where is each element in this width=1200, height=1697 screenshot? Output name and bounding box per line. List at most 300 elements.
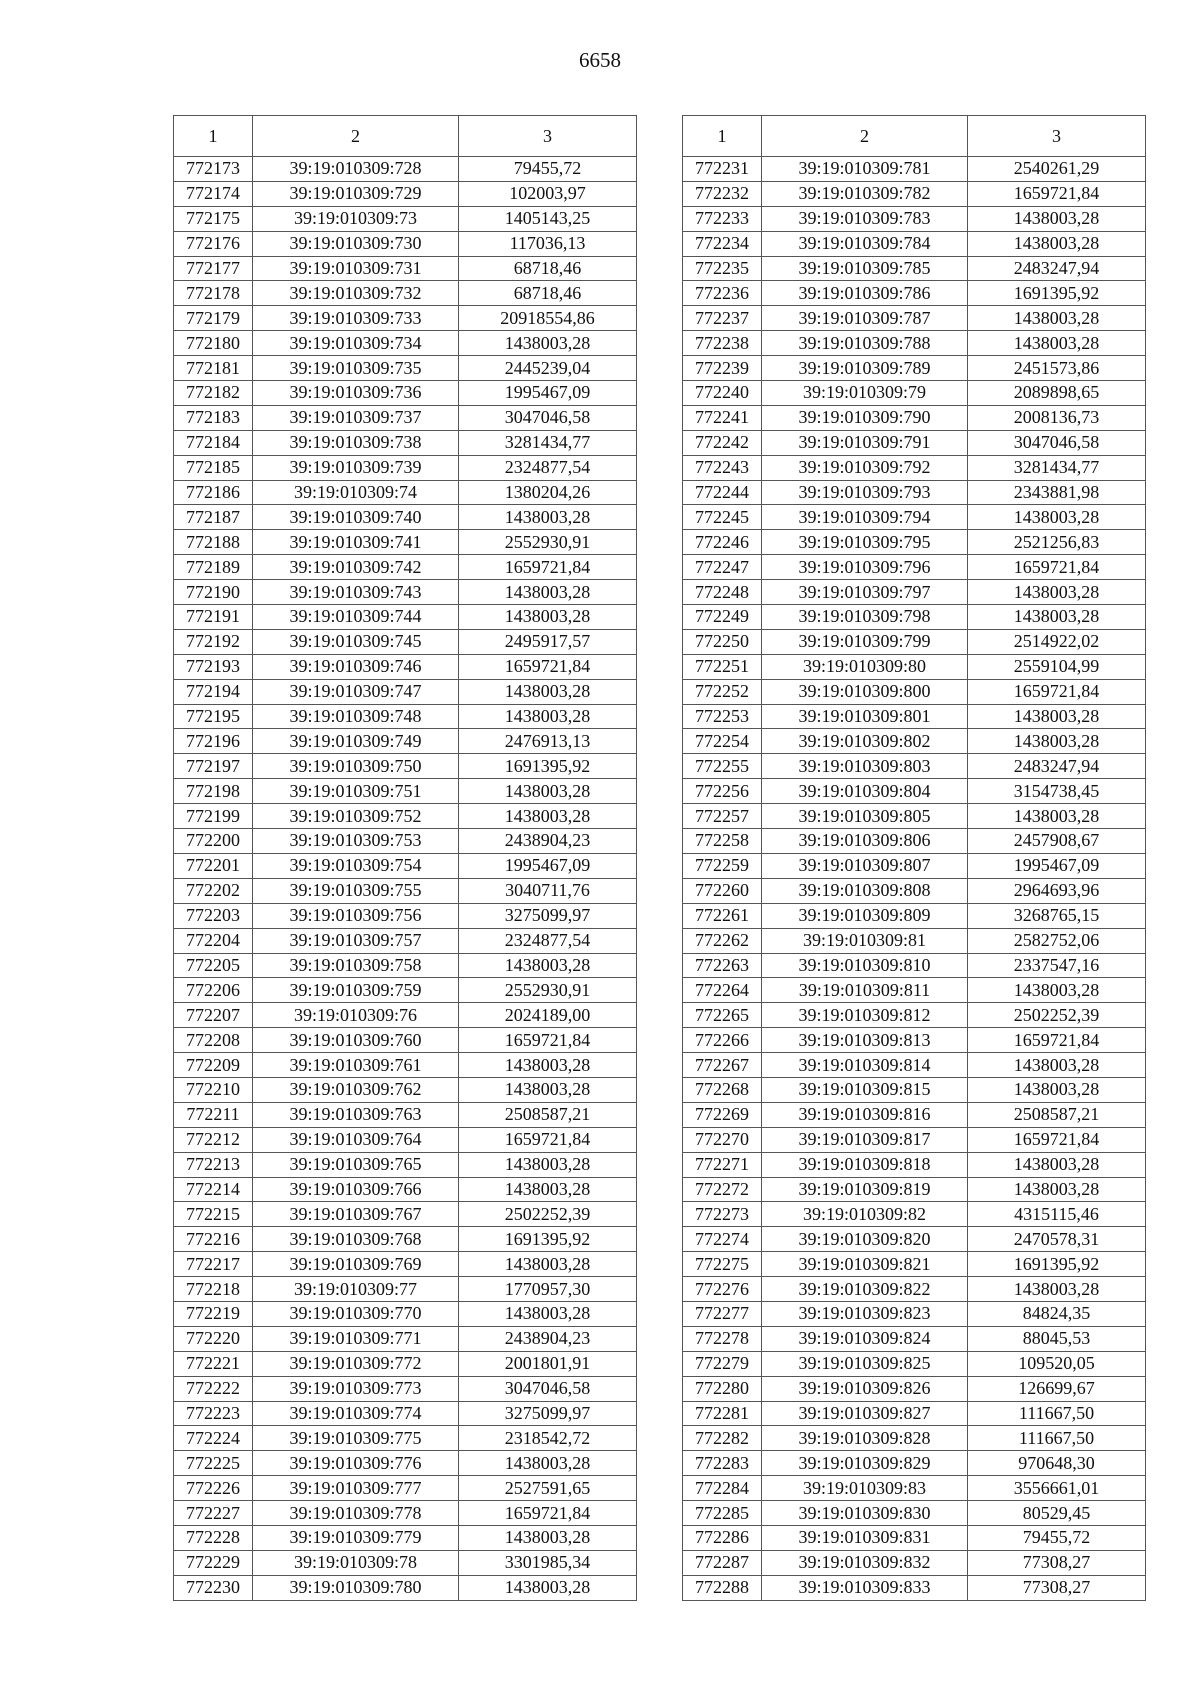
column-header-3: 3 — [459, 116, 637, 157]
value-cell: 3281434,77 — [968, 455, 1146, 480]
row-number-cell: 772174 — [174, 181, 253, 206]
value-cell: 1438003,28 — [968, 704, 1146, 729]
table-row — [174, 903, 637, 928]
row-number-cell: 772286 — [683, 1525, 762, 1550]
row-number-cell: 772183 — [174, 405, 253, 430]
value-cell: 970648,30 — [968, 1451, 1146, 1476]
cadastral-number-cell: 39:19:010309:828 — [762, 1426, 968, 1451]
column-header-3: 3 — [968, 116, 1146, 157]
cadastral-number-cell: 39:19:010309:752 — [253, 804, 459, 829]
cadastral-number-cell: 39:19:010309:796 — [762, 555, 968, 580]
value-cell: 3275099,97 — [459, 903, 637, 928]
value-cell: 1691395,92 — [459, 754, 637, 779]
value-cell: 3047046,58 — [968, 430, 1146, 455]
value-cell: 1438003,28 — [968, 1177, 1146, 1202]
table-row — [174, 853, 637, 878]
table-row — [683, 1102, 1146, 1127]
row-number-cell: 772262 — [683, 928, 762, 953]
row-number-cell: 772225 — [174, 1451, 253, 1476]
cadastral-number-cell: 39:19:010309:778 — [253, 1501, 459, 1526]
value-cell: 1438003,28 — [459, 1053, 637, 1078]
cadastral-number-cell: 39:19:010309:781 — [762, 157, 968, 182]
row-number-cell: 772220 — [174, 1326, 253, 1351]
table-row — [683, 1451, 1146, 1476]
cadastral-number-cell: 39:19:010309:730 — [253, 231, 459, 256]
cadastral-number-cell: 39:19:010309:791 — [762, 430, 968, 455]
table-row — [174, 1575, 637, 1600]
row-number-cell: 772231 — [683, 157, 762, 182]
table-row — [683, 1127, 1146, 1152]
value-cell: 1438003,28 — [968, 605, 1146, 630]
row-number-cell: 772176 — [174, 231, 253, 256]
table-row — [174, 306, 637, 331]
value-cell: 111667,50 — [968, 1401, 1146, 1426]
table-row — [174, 231, 637, 256]
table-row — [683, 679, 1146, 704]
cadastral-number-cell: 39:19:010309:754 — [253, 853, 459, 878]
row-number-cell: 772252 — [683, 679, 762, 704]
value-cell: 1405143,25 — [459, 206, 637, 231]
row-number-cell: 772242 — [683, 430, 762, 455]
value-cell: 2318542,72 — [459, 1426, 637, 1451]
row-number-cell: 772228 — [174, 1525, 253, 1550]
row-number-cell: 772207 — [174, 1003, 253, 1028]
value-cell: 3268765,15 — [968, 903, 1146, 928]
row-number-cell: 772285 — [683, 1501, 762, 1526]
table-row — [683, 928, 1146, 953]
table-row — [683, 1525, 1146, 1550]
row-number-cell: 772275 — [683, 1252, 762, 1277]
table-row — [174, 555, 637, 580]
table-row — [683, 206, 1146, 231]
cadastral-number-cell: 39:19:010309:804 — [762, 779, 968, 804]
row-number-cell: 772237 — [683, 306, 762, 331]
cadastral-number-cell: 39:19:010309:802 — [762, 729, 968, 754]
value-cell: 2438904,23 — [459, 829, 637, 854]
value-cell: 1659721,84 — [968, 555, 1146, 580]
cadastral-number-cell: 39:19:010309:757 — [253, 928, 459, 953]
table-row — [174, 704, 637, 729]
cadastral-number-cell: 39:19:010309:806 — [762, 829, 968, 854]
table-row — [174, 356, 637, 381]
table-row — [174, 1525, 637, 1550]
table-row — [683, 1177, 1146, 1202]
table-row — [683, 629, 1146, 654]
row-number-cell: 772265 — [683, 1003, 762, 1028]
cadastral-number-cell: 39:19:010309:753 — [253, 829, 459, 854]
value-cell: 1438003,28 — [459, 1451, 637, 1476]
row-number-cell: 772272 — [683, 1177, 762, 1202]
value-cell: 1659721,84 — [459, 654, 637, 679]
table-row — [174, 1351, 637, 1376]
value-cell: 1659721,84 — [968, 1028, 1146, 1053]
row-number-cell: 772250 — [683, 629, 762, 654]
value-cell: 2451573,86 — [968, 356, 1146, 381]
table-row — [683, 1053, 1146, 1078]
value-cell: 1691395,92 — [459, 1227, 637, 1252]
data-table-left — [173, 115, 637, 1601]
table-row — [174, 953, 637, 978]
value-cell: 2438904,23 — [459, 1326, 637, 1351]
row-number-cell: 772223 — [174, 1401, 253, 1426]
row-number-cell: 772178 — [174, 281, 253, 306]
row-number-cell: 772255 — [683, 754, 762, 779]
row-number-cell: 772205 — [174, 953, 253, 978]
table-row — [174, 679, 637, 704]
value-cell: 88045,53 — [968, 1326, 1146, 1351]
row-number-cell: 772246 — [683, 530, 762, 555]
value-cell: 126699,67 — [968, 1376, 1146, 1401]
table-row — [683, 1227, 1146, 1252]
cadastral-number-cell: 39:19:010309:831 — [762, 1525, 968, 1550]
value-cell: 2445239,04 — [459, 356, 637, 381]
cadastral-number-cell: 39:19:010309:829 — [762, 1451, 968, 1476]
value-cell: 3281434,77 — [459, 430, 637, 455]
value-cell: 1659721,84 — [968, 679, 1146, 704]
row-number-cell: 772240 — [683, 381, 762, 406]
value-cell: 3047046,58 — [459, 405, 637, 430]
value-cell: 102003,97 — [459, 181, 637, 206]
cadastral-number-cell: 39:19:010309:736 — [253, 381, 459, 406]
table-row — [683, 1401, 1146, 1426]
cadastral-number-cell: 39:19:010309:826 — [762, 1376, 968, 1401]
value-cell: 1438003,28 — [968, 580, 1146, 605]
row-number-cell: 772184 — [174, 430, 253, 455]
cadastral-number-cell: 39:19:010309:780 — [253, 1575, 459, 1600]
cadastral-number-cell: 39:19:010309:800 — [762, 679, 968, 704]
table-row — [174, 1003, 637, 1028]
row-number-cell: 772193 — [174, 654, 253, 679]
cadastral-number-cell: 39:19:010309:759 — [253, 978, 459, 1003]
table-row — [174, 1501, 637, 1526]
table-row — [683, 530, 1146, 555]
value-cell: 2483247,94 — [968, 754, 1146, 779]
cadastral-number-cell: 39:19:010309:737 — [253, 405, 459, 430]
value-cell: 1438003,28 — [968, 331, 1146, 356]
table-row — [683, 405, 1146, 430]
cadastral-number-cell: 39:19:010309:744 — [253, 605, 459, 630]
cadastral-number-cell: 39:19:010309:81 — [762, 928, 968, 953]
value-cell: 1438003,28 — [968, 505, 1146, 530]
cadastral-number-cell: 39:19:010309:78 — [253, 1550, 459, 1575]
cadastral-number-cell: 39:19:010309:771 — [253, 1326, 459, 1351]
table-row — [683, 654, 1146, 679]
table-row — [174, 928, 637, 953]
value-cell: 1438003,28 — [459, 580, 637, 605]
cadastral-number-cell: 39:19:010309:73 — [253, 206, 459, 231]
table-row — [174, 754, 637, 779]
table-row — [683, 1301, 1146, 1326]
value-cell: 1438003,28 — [459, 1177, 637, 1202]
row-number-cell: 772173 — [174, 157, 253, 182]
table-row — [683, 1476, 1146, 1501]
value-cell: 3275099,97 — [459, 1401, 637, 1426]
table-row — [174, 430, 637, 455]
row-number-cell: 772222 — [174, 1376, 253, 1401]
value-cell: 2502252,39 — [459, 1202, 637, 1227]
row-number-cell: 772288 — [683, 1575, 762, 1600]
value-cell: 1438003,28 — [459, 331, 637, 356]
table-row — [683, 505, 1146, 530]
row-number-cell: 772226 — [174, 1476, 253, 1501]
row-number-cell: 772215 — [174, 1202, 253, 1227]
table-row — [683, 455, 1146, 480]
row-number-cell: 772211 — [174, 1102, 253, 1127]
row-number-cell: 772181 — [174, 356, 253, 381]
row-number-cell: 772241 — [683, 405, 762, 430]
row-number-cell: 772243 — [683, 455, 762, 480]
row-number-cell: 772261 — [683, 903, 762, 928]
table-row — [683, 381, 1146, 406]
cadastral-number-cell: 39:19:010309:775 — [253, 1426, 459, 1451]
value-cell: 1438003,28 — [459, 679, 637, 704]
table-row — [174, 1202, 637, 1227]
value-cell: 1438003,28 — [459, 1077, 637, 1102]
value-cell: 2552930,91 — [459, 978, 637, 1003]
cadastral-number-cell: 39:19:010309:810 — [762, 953, 968, 978]
table-row — [174, 829, 637, 854]
table-row — [683, 1277, 1146, 1302]
cadastral-number-cell: 39:19:010309:739 — [253, 455, 459, 480]
table-row — [683, 181, 1146, 206]
cadastral-number-cell: 39:19:010309:785 — [762, 256, 968, 281]
row-number-cell: 772185 — [174, 455, 253, 480]
table-body-right — [683, 157, 1146, 1601]
value-cell: 1438003,28 — [459, 605, 637, 630]
row-number-cell: 772277 — [683, 1301, 762, 1326]
cadastral-number-cell: 39:19:010309:820 — [762, 1227, 968, 1252]
value-cell: 68718,46 — [459, 281, 637, 306]
row-number-cell: 772258 — [683, 829, 762, 854]
row-number-cell: 772190 — [174, 580, 253, 605]
column-header-1: 1 — [174, 116, 253, 157]
value-cell: 2527591,65 — [459, 1476, 637, 1501]
value-cell: 3040711,76 — [459, 878, 637, 903]
value-cell: 2483247,94 — [968, 256, 1146, 281]
value-cell: 79455,72 — [459, 157, 637, 182]
value-cell: 2337547,16 — [968, 953, 1146, 978]
value-cell: 2559104,99 — [968, 654, 1146, 679]
row-number-cell: 772180 — [174, 331, 253, 356]
table-row — [683, 1077, 1146, 1102]
row-number-cell: 772187 — [174, 505, 253, 530]
value-cell: 1438003,28 — [968, 729, 1146, 754]
table-row — [683, 580, 1146, 605]
value-cell: 1438003,28 — [459, 505, 637, 530]
table-row — [683, 1252, 1146, 1277]
value-cell: 2508587,21 — [968, 1102, 1146, 1127]
table-row — [174, 256, 637, 281]
cadastral-number-cell: 39:19:010309:773 — [253, 1376, 459, 1401]
row-number-cell: 772273 — [683, 1202, 762, 1227]
value-cell: 3047046,58 — [459, 1376, 637, 1401]
cadastral-number-cell: 39:19:010309:733 — [253, 306, 459, 331]
row-number-cell: 772256 — [683, 779, 762, 804]
value-cell: 2343881,98 — [968, 480, 1146, 505]
table-row — [683, 605, 1146, 630]
row-number-cell: 772245 — [683, 505, 762, 530]
table-row — [174, 331, 637, 356]
value-cell: 2540261,29 — [968, 157, 1146, 182]
cadastral-number-cell: 39:19:010309:758 — [253, 953, 459, 978]
table-row — [174, 1152, 637, 1177]
row-number-cell: 772269 — [683, 1102, 762, 1127]
table-row — [683, 1351, 1146, 1376]
row-number-cell: 772214 — [174, 1177, 253, 1202]
cadastral-number-cell: 39:19:010309:799 — [762, 629, 968, 654]
cadastral-number-cell: 39:19:010309:750 — [253, 754, 459, 779]
row-number-cell: 772210 — [174, 1077, 253, 1102]
cadastral-number-cell: 39:19:010309:803 — [762, 754, 968, 779]
cadastral-number-cell: 39:19:010309:74 — [253, 480, 459, 505]
table-row — [174, 157, 637, 182]
cadastral-number-cell: 39:19:010309:824 — [762, 1326, 968, 1351]
row-number-cell: 772244 — [683, 480, 762, 505]
cadastral-number-cell: 39:19:010309:751 — [253, 779, 459, 804]
value-cell: 111667,50 — [968, 1426, 1146, 1451]
value-cell: 1438003,28 — [459, 1525, 637, 1550]
cadastral-number-cell: 39:19:010309:819 — [762, 1177, 968, 1202]
table-row — [174, 1028, 637, 1053]
value-cell: 2476913,13 — [459, 729, 637, 754]
value-cell: 1438003,28 — [968, 206, 1146, 231]
cadastral-number-cell: 39:19:010309:816 — [762, 1102, 968, 1127]
row-number-cell: 772206 — [174, 978, 253, 1003]
data-table-right — [682, 115, 1146, 1601]
cadastral-number-cell: 39:19:010309:745 — [253, 629, 459, 654]
row-number-cell: 772251 — [683, 654, 762, 679]
value-cell: 1438003,28 — [459, 779, 637, 804]
table-row — [174, 779, 637, 804]
row-number-cell: 772213 — [174, 1152, 253, 1177]
cadastral-number-cell: 39:19:010309:798 — [762, 605, 968, 630]
cadastral-number-cell: 39:19:010309:808 — [762, 878, 968, 903]
cadastral-number-cell: 39:19:010309:764 — [253, 1127, 459, 1152]
cadastral-number-cell: 39:19:010309:797 — [762, 580, 968, 605]
cadastral-number-cell: 39:19:010309:833 — [762, 1575, 968, 1600]
table-row — [174, 1426, 637, 1451]
cadastral-number-cell: 39:19:010309:805 — [762, 804, 968, 829]
row-number-cell: 772264 — [683, 978, 762, 1003]
cadastral-number-cell: 39:19:010309:817 — [762, 1127, 968, 1152]
table-row — [683, 878, 1146, 903]
value-cell: 2089898,65 — [968, 381, 1146, 406]
row-number-cell: 772232 — [683, 181, 762, 206]
cadastral-number-cell: 39:19:010309:801 — [762, 704, 968, 729]
value-cell: 2514922,02 — [968, 629, 1146, 654]
cadastral-number-cell: 39:19:010309:830 — [762, 1501, 968, 1526]
table-row — [683, 331, 1146, 356]
cadastral-number-cell: 39:19:010309:792 — [762, 455, 968, 480]
value-cell: 1438003,28 — [968, 978, 1146, 1003]
cadastral-number-cell: 39:19:010309:741 — [253, 530, 459, 555]
value-cell: 20918554,86 — [459, 306, 637, 331]
value-cell: 1659721,84 — [459, 1127, 637, 1152]
table-row — [683, 480, 1146, 505]
value-cell: 2495917,57 — [459, 629, 637, 654]
cadastral-number-cell: 39:19:010309:812 — [762, 1003, 968, 1028]
cadastral-number-cell: 39:19:010309:80 — [762, 654, 968, 679]
table-row — [683, 430, 1146, 455]
row-number-cell: 772263 — [683, 953, 762, 978]
row-number-cell: 772268 — [683, 1077, 762, 1102]
table-row — [174, 281, 637, 306]
row-number-cell: 772188 — [174, 530, 253, 555]
cadastral-number-cell: 39:19:010309:738 — [253, 430, 459, 455]
table-row — [683, 1575, 1146, 1600]
table-row — [174, 1053, 637, 1078]
value-cell: 79455,72 — [968, 1525, 1146, 1550]
value-cell: 77308,27 — [968, 1575, 1146, 1600]
table-row — [174, 1077, 637, 1102]
table-row — [174, 1127, 637, 1152]
table-row — [683, 256, 1146, 281]
row-number-cell: 772194 — [174, 679, 253, 704]
value-cell: 1438003,28 — [459, 1301, 637, 1326]
table-row — [174, 729, 637, 754]
cadastral-number-cell: 39:19:010309:774 — [253, 1401, 459, 1426]
cadastral-number-cell: 39:19:010309:748 — [253, 704, 459, 729]
row-number-cell: 772248 — [683, 580, 762, 605]
cadastral-number-cell: 39:19:010309:783 — [762, 206, 968, 231]
cadastral-number-cell: 39:19:010309:732 — [253, 281, 459, 306]
table-row — [683, 953, 1146, 978]
cadastral-number-cell: 39:19:010309:755 — [253, 878, 459, 903]
row-number-cell: 772280 — [683, 1376, 762, 1401]
cadastral-number-cell: 39:19:010309:815 — [762, 1077, 968, 1102]
column-header-2: 2 — [253, 116, 459, 157]
value-cell: 1438003,28 — [459, 804, 637, 829]
table-row — [174, 804, 637, 829]
row-number-cell: 772212 — [174, 1127, 253, 1152]
table-row — [174, 505, 637, 530]
row-number-cell: 772267 — [683, 1053, 762, 1078]
value-cell: 2508587,21 — [459, 1102, 637, 1127]
cadastral-number-cell: 39:19:010309:729 — [253, 181, 459, 206]
cadastral-number-cell: 39:19:010309:756 — [253, 903, 459, 928]
row-number-cell: 772254 — [683, 729, 762, 754]
table-row — [683, 754, 1146, 779]
row-number-cell: 772186 — [174, 480, 253, 505]
row-number-cell: 772287 — [683, 1550, 762, 1575]
value-cell: 1438003,28 — [968, 804, 1146, 829]
table-row — [683, 779, 1146, 804]
page-number: 6658 — [579, 48, 621, 72]
value-cell: 1995467,09 — [968, 853, 1146, 878]
value-cell: 1438003,28 — [968, 1077, 1146, 1102]
row-number-cell: 772202 — [174, 878, 253, 903]
cadastral-number-cell: 39:19:010309:786 — [762, 281, 968, 306]
cadastral-number-cell: 39:19:010309:77 — [253, 1277, 459, 1302]
table-row — [174, 455, 637, 480]
row-number-cell: 772239 — [683, 356, 762, 381]
table-header-row — [174, 116, 637, 157]
cadastral-number-cell: 39:19:010309:790 — [762, 405, 968, 430]
value-cell: 1659721,84 — [968, 181, 1146, 206]
row-number-cell: 772179 — [174, 306, 253, 331]
cadastral-number-cell: 39:19:010309:769 — [253, 1252, 459, 1277]
row-number-cell: 772253 — [683, 704, 762, 729]
value-cell: 117036,13 — [459, 231, 637, 256]
row-number-cell: 772236 — [683, 281, 762, 306]
table-row — [174, 1550, 637, 1575]
row-number-cell: 772175 — [174, 206, 253, 231]
value-cell: 2502252,39 — [968, 1003, 1146, 1028]
table-row — [174, 1277, 637, 1302]
value-cell: 2582752,06 — [968, 928, 1146, 953]
table-body-left — [174, 157, 637, 1601]
table-row — [174, 530, 637, 555]
